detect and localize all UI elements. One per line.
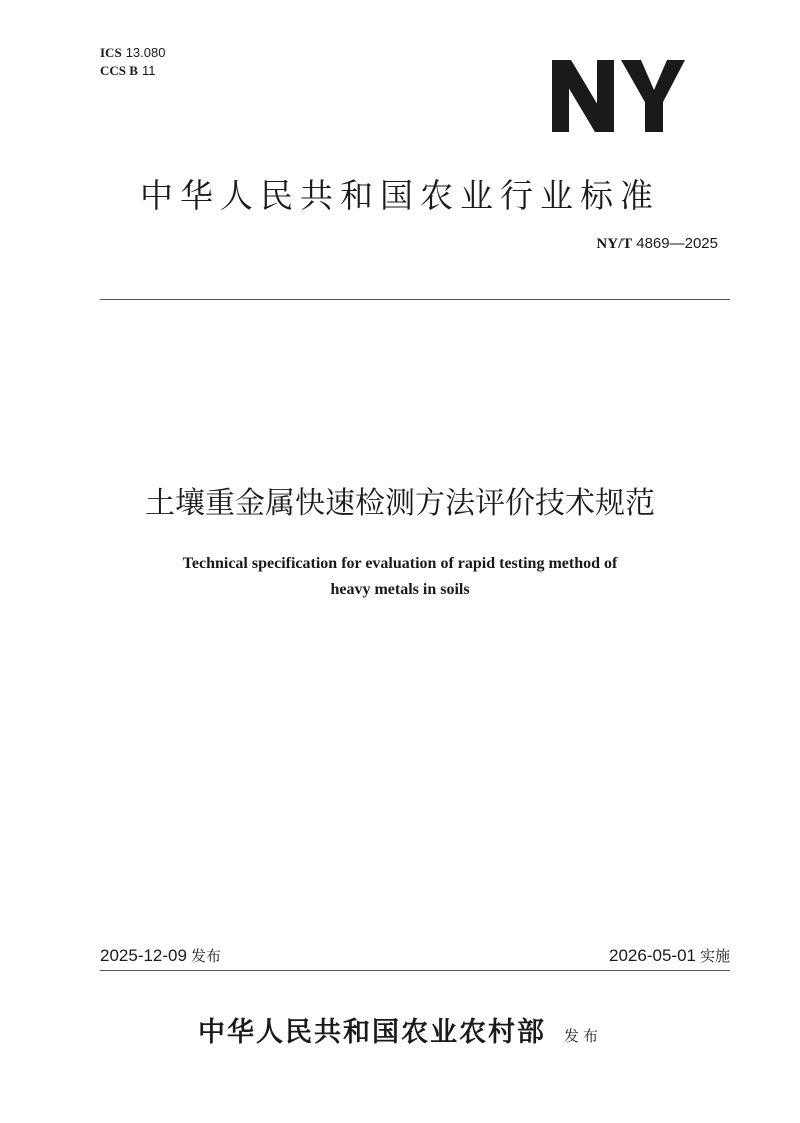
ccs-code: [100, 62, 165, 80]
standard-number: [596, 234, 718, 253]
implementation-date-value: 2026-05-01: [609, 946, 696, 965]
issuer-action: 发布: [563, 1027, 602, 1045]
ccs-value: 11: [141, 63, 156, 78]
issue-date-value: 2025-12-09: [100, 946, 187, 965]
bottom-divider: [100, 970, 730, 971]
issuer-organization: 中华人民共和国农业农村部: [197, 1017, 546, 1048]
implementation-date-label: 实施: [699, 947, 730, 965]
issuing-authority: [0, 1010, 800, 1049]
ny-logo-icon: [550, 52, 685, 142]
title-english-line-1: Technical specification for evaluation of rapid testing method of: [182, 555, 618, 572]
title-chinese: 土壤重金属快速检测方法评价技术规范: [145, 486, 655, 521]
ics-label: ICS: [100, 45, 122, 60]
ccs-label: CCS B: [100, 63, 138, 78]
classification-codes: [100, 44, 165, 80]
issue-date-label: 发布: [190, 947, 221, 965]
standard-prefix: NY/T: [596, 236, 633, 252]
implementation-date: [609, 945, 730, 966]
issue-date: [100, 945, 221, 966]
title-english: [0, 551, 800, 603]
standard-code: 4869—2025: [636, 235, 718, 252]
title-english-line-2: heavy metals in soils: [330, 581, 470, 598]
ics-value: 13.080: [125, 45, 166, 60]
top-divider: [100, 299, 730, 300]
ics-code: [100, 44, 165, 62]
standard-category: 中华人民共和国农业行业标准: [140, 176, 660, 215]
